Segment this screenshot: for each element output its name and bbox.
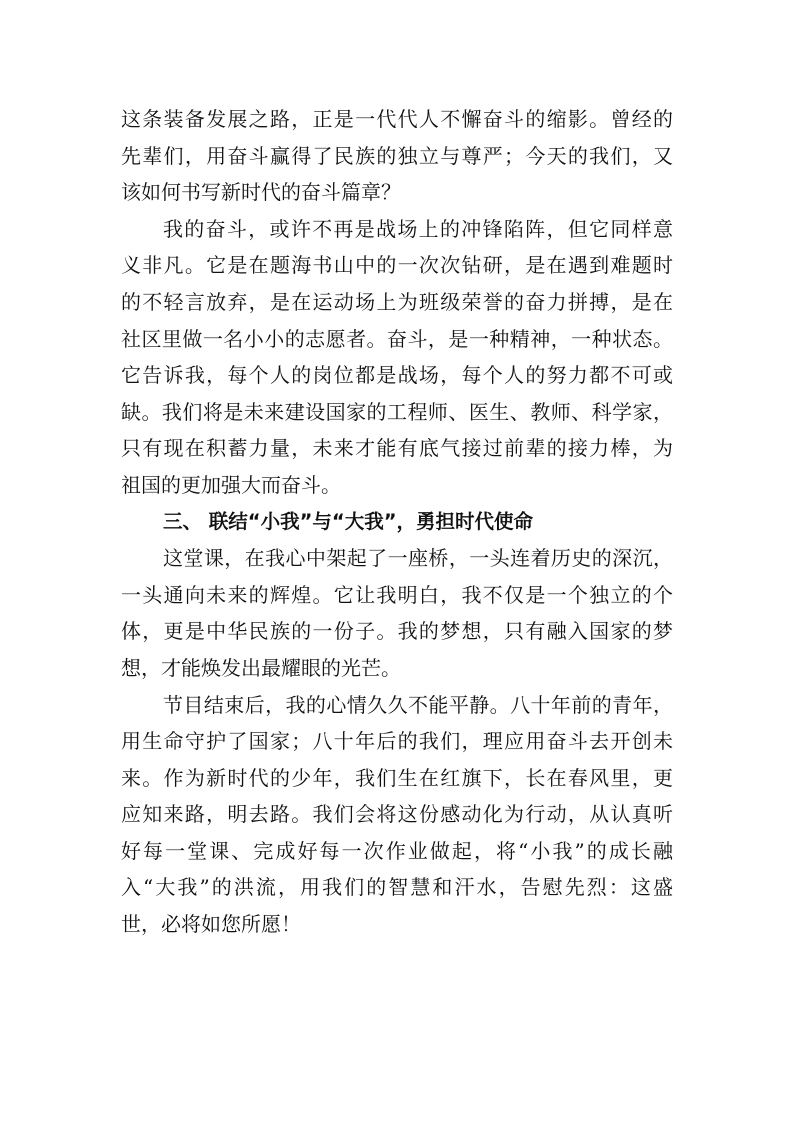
text-line: 这堂课，在我心中架起了一座桥，一头连着历史的深沉， [163,546,673,571]
text-line: 一头通向未来的辉煌。它让我明白，我不仅是一个独立的个 [121,582,673,607]
document-body [121,101,673,943]
text-line: 体，更是中华民族的一份子。我的梦想，只有融入国家的梦 [121,619,673,644]
text-line: 缺。我们将是未来建设国家的工程师、医生、教师、科学家， [121,399,673,424]
text-line: 社区里做一名小小的志愿者。奋斗，是一种精神，一种状态。 [121,326,673,351]
text-line: 该如何书写新时代的奋斗篇章？ [121,180,401,205]
text-line: 先辈们，用奋斗赢得了民族的独立与尊严；今天的我们，又 [121,143,673,168]
text-line: 节目结束后，我的心情久久不能平静。八十年前的青年， [163,692,673,717]
text-line: 只有现在积蓄力量，未来才能有底气接过前辈的接力棒，为 [121,436,673,461]
text-line: 我的奋斗，或许不再是战场上的冲锋陷阵，但它同样意 [163,216,673,241]
text-line: 来。作为新时代的少年，我们生在红旗下，长在春风里，更 [121,765,673,790]
text-line: 的不轻言放弃，是在运动场上为班级荣誉的奋力拼搏，是在 [121,289,673,314]
text-line: 应知来路，明去路。我们会将这份感动化为行动，从认真听 [121,802,673,827]
text-line: 世，必将如您所愿！ [121,912,301,937]
text-line: 祖国的更加强大而奋斗。 [121,472,341,497]
text-line: 它告诉我，每个人的岗位都是战场，每个人的努力都不可或 [121,363,673,388]
text-line: 好每一堂课、完成好每一次作业做起，将“小我”的成长融 [121,838,673,863]
text-line: 用生命守护了国家；八十年后的我们，理应用奋斗去开创未 [121,729,673,754]
text-line: 想，才能焕发出最耀眼的光芒。 [121,655,401,680]
text-line: 这条装备发展之路，正是一代代人不懈奋斗的缩影。曾经的 [121,107,673,131]
text-line: 入“大我”的洪流，用我们的智慧和汗水，告慰先烈：这盛 [121,875,673,900]
section-heading: 三、 联结“小我”与“大我”，勇担时代使命 [163,509,534,533]
text-line: 义非凡。它是在题海书山中的一次次钻研，是在遇到难题时 [121,253,673,278]
